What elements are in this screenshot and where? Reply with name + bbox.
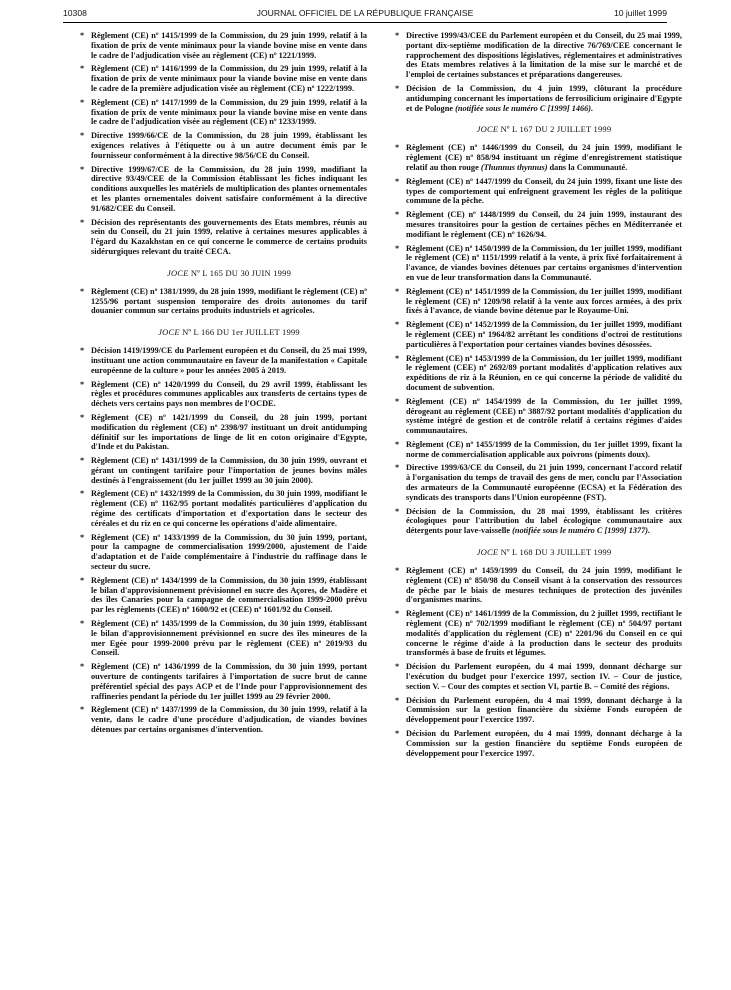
entry-note: (notifiée sous le numéro C [1999] 1466). bbox=[455, 103, 594, 113]
bullet-marker: * bbox=[395, 210, 400, 220]
entry-list bbox=[394, 177, 682, 503]
journal-title: JOURNAL OFFICIEL DE LA RÉPUBLIQUE FRANÇAISE bbox=[256, 8, 474, 18]
entry-item bbox=[394, 210, 682, 239]
entry-text-end: dans la Communauté. bbox=[547, 162, 628, 172]
entry-item bbox=[394, 320, 682, 349]
entry-text: Règlement (CE) nº 1434/1999 de la Commission, du 30 juin 1999, établissant le bilan d'approvisionnement prévisionnel en sucre des Açores, de Madère et des îles Canaries pour la campagne de commercialisation 1999-2000 prévu par les règlements (CEE) nº 1600/92 et (CEE) nº 1601/92 du Conseil. bbox=[91, 575, 367, 615]
entry-item bbox=[394, 729, 682, 758]
bullet-marker: * bbox=[395, 662, 400, 672]
left-column bbox=[79, 31, 367, 739]
entry-item bbox=[394, 463, 682, 502]
entry-text: Règlement (CE) nº 1381/1999, du 28 juin 1999, modifiant le règlement (CE) nº 1255/96 portant suspension temporaire des droits autonomes du tarif douanier commun sur certains produits industriels et agricoles. bbox=[91, 286, 367, 316]
entry-item bbox=[394, 177, 682, 206]
bullet-marker: * bbox=[395, 609, 400, 619]
entry-item bbox=[79, 31, 367, 60]
entry-text: Règlement (CE) nº 1452/1999 de la Commission, du 1er juillet 1999, modifiant le règlement (CEE) nº 1964/82 arrêtant les conditions d'octroi de restitutions particulières à l'exportation pour certaines viandes bovines désossées. bbox=[406, 320, 682, 349]
bullet-marker: * bbox=[80, 619, 85, 629]
entry-text: Règlement (CE) nº 1420/1999 du Conseil, du 29 avril 1999, établissant les règles et procédures communes applicables aux transferts de certains types de déchets vers certains pays non membres de l'OCDE. bbox=[91, 379, 367, 409]
entry-text: Règlement (CE) nº 1415/1999 de la Commission, du 29 juin 1999, relatif à la fixation de prix de vente minimaux pour la viande bovine mise en vente dans le cadre de l'adjudication visée au règlement (CE) nº 1221/1999. bbox=[91, 31, 367, 60]
joce-label: JOCE bbox=[476, 547, 499, 558]
joce-label: JOCE bbox=[158, 327, 180, 338]
bullet-marker: * bbox=[80, 346, 85, 356]
bullet-marker: * bbox=[395, 439, 400, 449]
entry-text: Règlement (CE) nº 1437/1999 de la Commission, du 30 juin 1999, relatif à la vente, dans le cadre d'une procédure d'adjudication, de viandes bovines détenues par certains organismes d'intervention. bbox=[91, 705, 367, 735]
bullet-marker: * bbox=[80, 97, 85, 107]
bullet-marker: * bbox=[80, 286, 85, 296]
entry-list bbox=[79, 31, 367, 257]
bullet-marker: * bbox=[395, 566, 400, 576]
entry-text: Règlement (CE) nº 1417/1999 de la Commission, du 29 juin 1999, relatif à la fixation de prix de vente minimaux pour la viande bovine mise en vente dans le cadre de l'adjudication visée au règlement (CE) nº 1233/1999. bbox=[91, 97, 367, 127]
bullet-marker: * bbox=[395, 243, 400, 253]
bullet-marker: * bbox=[395, 695, 400, 705]
bullet-marker: * bbox=[395, 83, 400, 93]
page-number: 10308 bbox=[63, 8, 87, 18]
entry-list bbox=[394, 566, 682, 758]
entry-item bbox=[79, 662, 367, 701]
entry-text: Règlement (CE) nº 1416/1999 de la Commission, du 29 juin 1999, relatif à la fixation de prix de vente minimaux pour la viande bovine mise en vente dans le cadre de la première adjudication visée au règlement (CE) nº 1222/1999. bbox=[91, 64, 367, 93]
page-header bbox=[63, 4, 667, 23]
issue-label: Nº L 166 DU 1er JUILLET 1999 bbox=[182, 327, 300, 338]
joce-heading bbox=[406, 124, 682, 134]
entry-item bbox=[394, 31, 682, 80]
issue-label: Nº L 168 DU 3 JUILLET 1999 bbox=[500, 547, 612, 558]
bullet-marker: * bbox=[395, 463, 400, 473]
entry-item bbox=[394, 696, 682, 725]
entry-text: Règlement (CE) nº 1448/1999 du Conseil, du 24 juin 1999, instaurant des mesures transitoires pour la gestion de certaines pêches en Méditerranée et modifiant le règlement (CE) nº 1626/94. bbox=[406, 210, 682, 239]
entry-item bbox=[79, 413, 367, 452]
entry-text: Règlement (CE) nº 1450/1999 de la Commission, du 1er juillet 1999, modifiant le règlement (CE) nº 1151/1999 relatif à la vente, à prix fixé forfaitairement à l'avance, de viandes bovines détenues par certains organismes d'intervention en vue de leur transformation dans la Communauté. bbox=[406, 243, 682, 282]
entry-item bbox=[79, 576, 367, 615]
bullet-marker: * bbox=[80, 532, 85, 542]
entry-text: Décision du Parlement européen, du 4 mai 1999, donnant décharge à la Commission sur la gestion financière du septième Fonds européen de développement pour l'exercice 1997. bbox=[406, 729, 682, 758]
species-name: (Thunnus thynnus) bbox=[480, 162, 548, 172]
entry-text: Règlement (CE) nº 1421/1999 du Conseil, du 28 juin 1999, portant modification du règlement (CE) nº 2398/97 instituant un droit antidumping définitif sur les importations de linge de lit en coton originaire d'Egypte, d'Inde et du Pakistan. bbox=[91, 412, 367, 452]
entry-item bbox=[394, 244, 682, 283]
bullet-marker: * bbox=[395, 31, 400, 40]
entry-item bbox=[79, 533, 367, 572]
bullet-marker: * bbox=[80, 705, 85, 715]
entry-item bbox=[79, 380, 367, 409]
entry-text: Règlement (CE) nº 1446/1999 du Conseil, du 24 juin 1999, modifiant le règlement (CE) nº 858/94 instituant un régime d'enregistrement statistique relatif au thon rouge bbox=[406, 143, 682, 172]
entry-text: Règlement (CE) nº 1433/1999 de la Commission, du 30 juin 1999, portant, pour la campagne de commercialisation 1999/2000, ajustement de l'aide d'adaptation et de l'aide complémentaire à l'industrie du raffinage dans le secteur du sucre. bbox=[91, 532, 367, 572]
entry-item bbox=[394, 397, 682, 436]
right-column bbox=[394, 31, 682, 762]
issue-date: 10 juillet 1999 bbox=[613, 8, 667, 18]
entry-item bbox=[79, 489, 367, 528]
entry-text: Décision des représentants des gouvernements des Etats membres, réunis au sein du Conseil, du 21 juin 1999, relative à certaines mesures applicables à l'égard du Kazakhstan en ce qui concerne le commerce de certains produits sidérurgiques relevant du traité CECA. bbox=[91, 217, 367, 256]
joce-label: JOCE bbox=[476, 124, 499, 135]
bullet-marker: * bbox=[80, 456, 85, 466]
entry-note: (notifiée sous le numéro C [1999] 1377). bbox=[512, 526, 651, 536]
entry-text: Décision de la Commission, du 4 juin 1999, clôturant la procédure antidumping concernant les importations de ferrosilicium originaire d'Egypte et de Pologne bbox=[406, 83, 682, 113]
bullet-marker: * bbox=[80, 575, 85, 585]
entry-item bbox=[79, 131, 367, 160]
entry-item bbox=[79, 619, 367, 658]
bullet-marker: * bbox=[80, 31, 85, 40]
entry-item bbox=[79, 705, 367, 734]
entry-item bbox=[394, 662, 682, 691]
bullet-marker: * bbox=[80, 217, 85, 227]
entry-text: Règlement (CE) nº 1431/1999 de la Commission, du 30 juin 1999, ouvrant et gérant un contingent tarifaire pour l'importation de jeunes bovins mâles destinés à l'engraissement (du 1er juillet 1999 au 30 juin 2000). bbox=[91, 456, 367, 485]
bullet-marker: * bbox=[395, 353, 400, 363]
entry-text: Règlement (CE) nº 1453/1999 de la Commission, du 1er juillet 1999, modifiant le règlement (CEE) nº 2692/89 portant modalités d'application relatives aux expéditions de riz à la Réunion, en ce qui concerne la période de validité du document de subvention. bbox=[406, 353, 682, 392]
bullet-marker: * bbox=[80, 662, 85, 672]
entry-item bbox=[394, 609, 682, 658]
entry-item bbox=[79, 346, 367, 375]
bullet-marker: * bbox=[80, 379, 85, 389]
entry-text: Décision 1419/1999/CE du Parlement européen et du Conseil, du 25 mai 1999, instituant une action communautaire en faveur de la manifestation « Capitale européenne de la culture » pour les années 2005 à 2019. bbox=[91, 346, 367, 375]
bullet-marker: * bbox=[80, 64, 85, 74]
bullet-marker: * bbox=[80, 131, 85, 141]
entry-list bbox=[79, 287, 367, 316]
entry-text: Décision de la Commission, du 28 mai 1999, établissant les critères écologiques pour l'attribution du label écologique communautaire aux détergents pour lave-vaisselle bbox=[406, 506, 682, 536]
entry-text: Règlement (CE) nº 1451/1999 de la Commission, du 1er juillet 1999, modifiant le règlement (CE) nº 1209/98 relatif à la vente aux forces armées, à des prix fixés à l'avance, de viande bovine détenue par le Royaume-Uni. bbox=[406, 286, 682, 316]
entry-text: Règlement (CE) nº 1459/1999 du Conseil, du 24 juin 1999, modifiant le règlement (CE) nº 850/98 du Conseil visant à la conservation des ressources de pêche par le biais de mesures techniques de protection des juvéniles d'organismes marins. bbox=[406, 566, 682, 605]
entry-item bbox=[79, 165, 367, 214]
bullet-marker: * bbox=[395, 320, 400, 330]
bullet-marker: * bbox=[80, 412, 85, 422]
entry-text: Directive 1999/67/CE de la Commission, du 28 juin 1999, modifiant la directive 93/49/CEE de la Commission établissant les fiches indiquant les conditions auxquelles les matériels de multiplication des plantes ornementales et les plantes ornementales doivent satisfaire conformément à la directive 91/682/CEE du Conseil. bbox=[91, 164, 367, 213]
bullet-marker: * bbox=[395, 176, 400, 186]
entry-item bbox=[394, 440, 682, 460]
bullet-marker: * bbox=[80, 164, 85, 174]
joce-heading bbox=[406, 547, 682, 557]
bullet-marker: * bbox=[395, 143, 400, 153]
entry-item bbox=[79, 218, 367, 257]
entry-text: Règlement (CE) nº 1436/1999 de la Commission, du 30 juin 1999, portant ouverture de contingents tarifaires à l'importation de sucre brut de canne préférentiel spécial des pays ACP et de l'Inde pour l'approvisionnement des raffineries pendant la période du 1er juillet 1999 au 29 février 2000. bbox=[91, 662, 367, 701]
entry-text: Règlement (CE) nº 1435/1999 de la Commission, du 30 juin 1999, établissant le bilan d'approvisionnement prévisionnel en sucre des îles mineures de la mer Egée pour 1999-2000 prévu par le règlement (CEE) nº 2019/93 du Conseil. bbox=[91, 619, 367, 658]
entry-list bbox=[394, 31, 682, 80]
bullet-marker: * bbox=[80, 489, 85, 499]
entry-text: Règlement (CE) nº 1461/1999 de la Commission, du 2 juillet 1999, rectifiant le règlement (CE) nº 702/1999 modifiant le règlement (CE) nº 504/97 portant modalités d'application du règlement (CE) nº 2201/96 du Conseil en ce qui concerne le régime d'aide à la production dans le secteur des produits transformés à base de fruits et légumes. bbox=[406, 609, 682, 658]
entry-text: Directive 1999/66/CE de la Commission, du 28 juin 1999, établissant les exigences relatives à l'étiquette ou à un autre document émis par le fournisseur conformément à la directive 98/56/CE du Conseil. bbox=[91, 131, 367, 160]
entry-text: Décision du Parlement européen, du 4 mai 1999, donnant décharge à la Commission sur la gestion financière du sixième Fonds européen de développement pour l'exercice 1997. bbox=[406, 695, 682, 725]
issue-label: Nº L 165 DU 30 JUIN 1999 bbox=[190, 267, 292, 278]
entry-item bbox=[79, 64, 367, 93]
entry-item bbox=[394, 287, 682, 316]
entry-item bbox=[394, 566, 682, 605]
bullet-marker: * bbox=[395, 396, 400, 406]
entry-text: Règlement (CE) nº 1455/1999 de la Commission, du 1er juillet 1999, fixant la norme de commercialisation applicable aux poivrons (piments doux). bbox=[406, 439, 682, 459]
entry-item bbox=[394, 354, 682, 393]
entry-list bbox=[79, 346, 367, 735]
entry-item bbox=[394, 143, 682, 172]
entry-text: Directive 1999/63/CE du Conseil, du 21 juin 1999, concernant l'accord relatif à l'organisation du temps de travail des gens de mer, conclu par l'Association des armateurs de la Communauté européenne (ECSA) et la Fédération des syndicats des transports dans l'Union européenne (FST). bbox=[406, 463, 682, 502]
bullet-marker: * bbox=[395, 506, 400, 516]
entry-text: Règlement (CE) nº 1432/1999 de la Commission, du 30 juin 1999, modifiant le règlement (CE) nº 1162/95 portant modalités particulières d'application du régime des certificats d'importation et d'exportation dans le secteur des céréales et du riz en ce qui concerne les opérations d'aide alimentaire. bbox=[91, 489, 367, 528]
entry-text: Directive 1999/43/CEE du Parlement européen et du Conseil, du 25 mai 1999, portant dix-septième modification de la directive 76/769/CEE concernant le rapprochement des dispositions législatives, réglementaires et administratives des Etats membres relatives à la limitation de la mise sur le marché et de l'emploi de certaines substances et préparations dangereuses. bbox=[406, 31, 682, 80]
entry-item bbox=[79, 287, 367, 316]
entry-text: Règlement (CE) nº 1454/1999 de la Commission, du 1er juillet 1999, dérogeant au règlement (CEE) nº 3887/92 portant modalités d'application du système intégré de gestion et de contrôle relatif à certains régimes d'aides communautaires. bbox=[406, 396, 682, 436]
entry-item bbox=[79, 98, 367, 127]
entry-text: Règlement (CE) nº 1447/1999 du Conseil, du 24 juin 1999, fixant une liste des types de comportement qui enfreignent gravement les règles de la politique commune de la pêche. bbox=[406, 176, 682, 206]
entry-text: Décision du Parlement européen, du 4 mai 1999, donnant décharge sur l'exécution du budget pour l'exercice 1997, section IV. – Cour de justice, section V. – Cour des comptes et section VI, partie B. – Comité des régions. bbox=[406, 662, 682, 691]
joce-label: JOCE bbox=[166, 267, 189, 278]
entry-item bbox=[394, 507, 682, 536]
issue-label: Nº L 167 DU 2 JUILLET 1999 bbox=[500, 124, 612, 135]
entry-item bbox=[79, 456, 367, 485]
bullet-marker: * bbox=[395, 286, 400, 296]
entry-item bbox=[394, 84, 682, 113]
joce-heading bbox=[91, 327, 367, 337]
joce-heading bbox=[91, 268, 367, 278]
bullet-marker: * bbox=[395, 729, 400, 739]
